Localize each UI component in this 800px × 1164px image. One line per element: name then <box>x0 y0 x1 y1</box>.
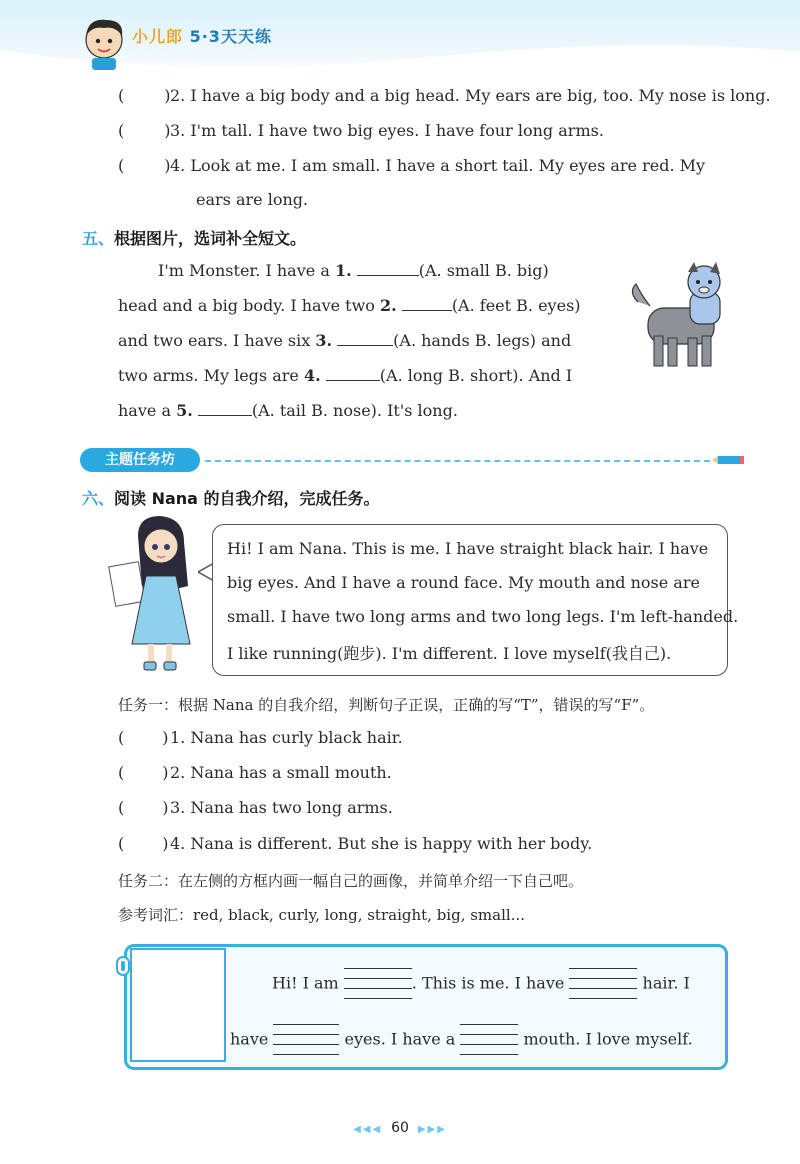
blank-eyes[interactable] <box>273 1024 339 1056</box>
task1-item-2: ( )2. Nana has a small mouth. <box>118 763 392 782</box>
pencil-icon <box>712 453 744 467</box>
part4-item-4-cont: ears are long. <box>196 190 309 209</box>
writing-line-1: Hi! I am . This is me. I have hair. I <box>272 968 690 1000</box>
part4-item-3: ( )3. I'm tall. I have two big eyes. I have four long arms. <box>118 121 604 140</box>
task2-instruction: 任务二：在左侧的方框内画一幅自己的画像，并简单介绍一下自己吧。 <box>118 872 584 890</box>
topic-divider <box>205 460 710 462</box>
self-portrait-box[interactable] <box>130 948 226 1062</box>
task1-instruction: 任务一：根据 Nana 的自我介绍，判断句子正误，正确的写“T”，错误的写“F”。 <box>118 696 655 714</box>
brand-main: 小儿郎 <box>132 27 184 46</box>
vocab-reference: 参考词汇：red, black, curly, long, straight, big, small... <box>118 906 525 924</box>
brand-sub: 5·3天天练 <box>189 27 272 46</box>
part4-item-4: ( )4. Look at me. I am small. I have a short tail. My eyes are red. My <box>118 156 706 175</box>
section5-title: 五、根据图片，选词补全短文。 <box>82 229 307 248</box>
speech-line-3: small. I have two long arms and two long legs. I'm left-handed. <box>227 607 739 626</box>
part4-item-2: ( )2. I have a big body and a big head. My ears are big, too. My nose is long. <box>118 86 771 105</box>
boy-mascot-icon <box>78 14 130 70</box>
page-number: ◀◀◀ 60 ▶▶▶ <box>353 1120 447 1136</box>
speech-line-2: big eyes. And I have a round face. My mouth and nose are <box>227 573 700 592</box>
speech-line-4: I like running(跑步). I'm different. I love myself(我自己). <box>227 644 672 663</box>
writing-line-2: have eyes. I have a mouth. I love myself. <box>230 1024 693 1056</box>
monster-illustration-icon <box>628 262 738 374</box>
s5-line-5: have a 5. (A. tail B. nose). It's long. <box>118 401 458 420</box>
s5-line-1: I'm Monster. I have a 1. (A. small B. big) <box>158 261 549 280</box>
s5-line-2: head and a big body. I have two 2. (A. feet B. eyes) <box>118 296 581 315</box>
section6-title: 六、阅读 Nana 的自我介绍，完成任务。 <box>82 489 380 508</box>
speech-line-1: Hi! I am Nana. This is me. I have straight black hair. I have <box>227 539 709 558</box>
task1-item-4: ( )4. Nana is different. But she is happy with her body. <box>118 834 593 853</box>
blank-name[interactable] <box>344 968 412 1000</box>
blank-hair[interactable] <box>569 968 637 1000</box>
clip-icon <box>115 955 131 977</box>
s5-line-4: two arms. My legs are 4. (A. long B. short). And I <box>118 366 573 385</box>
blank-mouth[interactable] <box>460 1024 518 1056</box>
topic-tag: 主题任务坊 <box>80 448 200 472</box>
nana-speech-bubble <box>212 524 739 676</box>
s5-line-3: and two ears. I have six 3. (A. hands B. legs) and <box>118 331 572 350</box>
brand-title <box>132 24 272 47</box>
left-arrows-icon: ◀◀◀ <box>353 1124 383 1135</box>
nana-girl-illustration-icon <box>108 516 204 676</box>
right-arrows-icon: ▶▶▶ <box>417 1124 447 1135</box>
task1-item-1: ( )1. Nana has curly black hair. <box>118 728 403 747</box>
task1-item-3: ( )3. Nana has two long arms. <box>118 798 393 817</box>
